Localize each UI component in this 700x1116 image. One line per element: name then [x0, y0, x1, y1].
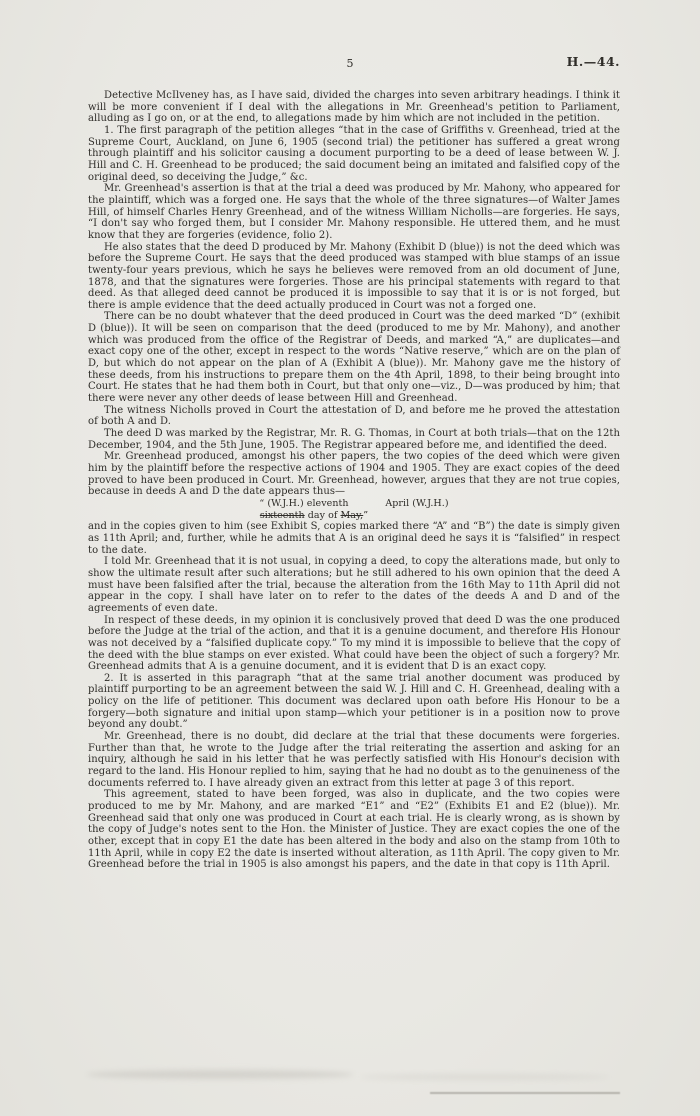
deed-date-line-1: “ (W.J.H.) eleventh April (W.J.H.): [259, 497, 449, 509]
date-text: day of: [304, 509, 341, 521]
paragraph: There can be no doubt whatever that the deed produced in Court was the deed marked “D” (exhibit D (blue)). It will be seen on comparison that the deed (produced to me by Mr. Mahony), and another which was produced from the office of the Registrar of Deeds, and marked “A,” are duplicates—and exact copy one of the other, except in respect to the words “Native reserve,” which are on the plan of D, but which do not appear on the plan of A (Exhibit A (blue)). Mr. Mahony gave me the history of these deeds, from his instructions to prepare them on the 4th April, 1898, to their being brought into Court. He states that he had them both in Court, but that only one—viz., D—was produced by him; that there were never any other deeds of lease between Hill and Greenhead.: [88, 311, 620, 405]
paragraph: Mr. Greenhead produced, amongst his other papers, the two copies of the deed which were given him by the plaintiff before the respective actions of 1904 and 1905. They are exact copies of the deed proved to have been produced in Court. Mr. Greenhead, however, argues that they are not true copies, because in deeds A and D the date appears thus—: [88, 451, 620, 498]
paragraph: Detective McIlveney has, as I have said, divided the charges into seven arbitrary headings. I think it will be more convenient if I deal with the allegations in Mr. Greenhead's petition to Parliament, alluding as I go on, or at the end, to allegations made by him which are not included in the petition.: [88, 90, 620, 125]
struck-word: May,: [340, 509, 364, 521]
paragraph: Mr. Greenhead, there is no doubt, did declare at the trial that these documents were forgeries. Further than that, he wrote to the Judge after the trial reiterating the assertion and asking for an inquiry, although he said in his letter that he was perfectly satisfied with His Honour's decision with regard to the land. His Honour replied to him, saying that he had no doubt as to the genuineness of the documents referred to. I have already given an extract from this letter at page 3 of this report.: [88, 731, 620, 789]
paragraph: 1. The first paragraph of the petition alleges “that in the case of Griffiths v. Greenhead, tried at the Supreme Court, Auckland, on June 6, 1905 (second trial) the petitioner has suffered a great wrong through plaintiff and his solicitor causing a document purporting to be a deed of lease between W. J. Hill and C. H. Greenhead to be produced; the said document being an imitated and falsified copy of the original deed, so deceiving the Judge,” &c.: [88, 124, 620, 183]
paragraph: Mr. Greenhead's assertion is that at the trial a deed was produced by Mr. Mahony, who appeared for the plaintiff, which was a forged one. He says that the whole of the three signatures—of Walter James Hill, of himself Charles Henry Greenhead, and of the witness William Nicholls—are forgeries. He says, “I don't say who forged them, but I consider Mr. Mahony responsible. He uttered them, and he must know that they are forgeries (evidence, folio 2).: [88, 183, 620, 241]
paragraph: This agreement, stated to have been forged, was also in duplicate, and the two copies were produced to me by Mr. Mahony, and are marked “E1” and “E2” (Exhibits E1 and E2 (blue)). Mr. Greenhead said that only one was produced in Court at each trial. He is clearly wrong, as is shown by the copy of Judge's notes sent to the Hon. the Minister of Justice. They are exact copies the one of the other, except that in copy E1 the date has been altered in the body and also on the stamp from 10th to 11th April, while in copy E2 the date is inserted without alteration, as 11th April. The copy given to Mr. Greenhead before the trial in 1905 is also amongst his papers, and the date in that copy is 11th April.: [88, 789, 620, 871]
struck-word: sixteenth: [259, 509, 305, 521]
scan-smudge-artifact: [360, 1074, 610, 1080]
paragraph: The deed D was marked by the Registrar, Mr. R. G. Thomas, in Court at both trials—that on the 12th December, 1904, and the 5th June, 1905. The Registrar appeared before me, and identified the deed.: [88, 428, 620, 451]
paragraph: 2. It is asserted in this paragraph “that at the same trial another document was produced by plaintiff purporting to be an agreement between the said W. J. Hill and C. H. Greenhead, dealing with a policy on the life of petitioner. This document was declared upon oath before His Honour to be a forgery—both signature and initial upon stamp—which your petitioner is in a position now to prove beyond any doubt.”: [88, 672, 620, 731]
scan-line-artifact: [430, 1092, 620, 1094]
page-number: 5: [346, 57, 354, 70]
paragraph: In respect of these deeds, in my opinion it is conclusively proved that deed D was the one produced before the Judge at the trial of the action, and that it is a genuine document, and therefore His Honour was not deceived by a “falsified duplicate copy.” To my mind it is impossible to believe that the copy of the deed with the blue stamps on ever existed. What could have been the object of such a forgery? Mr. Greenhead admits that A is a genuine document, and it is evident that D is an exact copy.: [88, 614, 620, 673]
paragraph: The witness Nicholls proved in Court the attestation of D, and before me he proved the attestation of both A and D.: [88, 404, 620, 428]
document-number: H.—44.: [566, 54, 620, 69]
paragraph: I told Mr. Greenhead that it is not usual, in copying a deed, to copy the alterations made, but only to show the ultimate result after such alterations; but he still adhered to his own opinion that the deed A must have been falsified after the trial, because the alteration from the 16th May to 11th April did not appear in the copy. I shall have later on to refer to the dates of the deeds A and D and of the agreements of even date.: [88, 556, 620, 614]
paragraph: and in the copies given to him (see Exhibit S, copies marked there “A” and “B”) the date is simply given as 11th April; and, further, while he admits that A is an original deed he says it is “falsified” in respect to the date.: [88, 521, 620, 556]
deed-date-line-2: [48, 510, 580, 522]
closing-quote: ”: [363, 509, 369, 521]
report-body: [88, 90, 620, 871]
deed-date-quotation: [88, 498, 620, 521]
scan-smudge-artifact: [86, 1070, 354, 1079]
paragraph: He also states that the deed D produced by Mr. Mahony (Exhibit D (blue)) is not the deed which was before the Supreme Court. He says that the deed produced was stamped with blue stamps of an issue twenty-four years previous, which he says he believes were removed from an old document of June, 1878, and that the signatures were forgeries. Those are his principal statements with regard to that deed. As that alleged deed cannot be produced it is impossible to say that it is or is not forged, but there is ample evidence that the deed actually produced in Court was not a forged one.: [88, 241, 620, 311]
